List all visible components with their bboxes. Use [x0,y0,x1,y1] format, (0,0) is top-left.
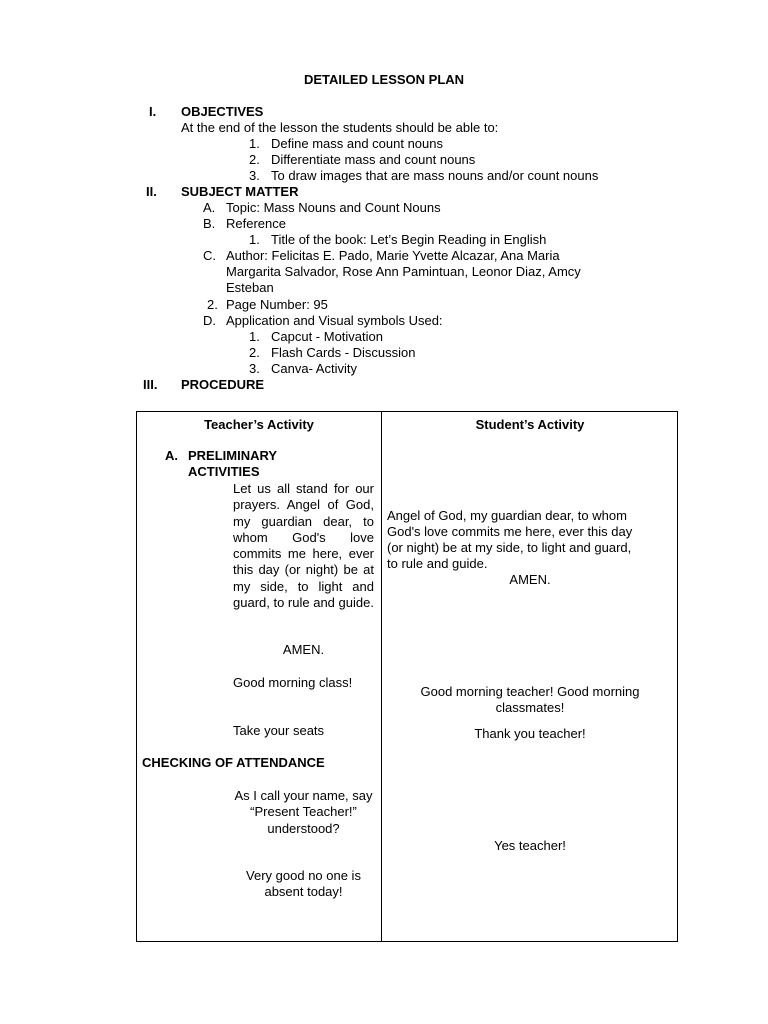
teacher-prayer: Let us all stand for our prayers. Angel of God, my guardian dear, to whom God's love commits me here, ever this day (or night) be at my side, to light and guard, to rule and guide. [233,481,374,611]
author-line: Author: Felicitas E. Pado, Marie Yvette Alcazar, Ana Maria [226,248,560,263]
student-prayer-line: God's love commits me here, ever this day [387,524,633,539]
objective-num: 1. [249,136,260,151]
subject-matter-numeral: II. [146,184,157,199]
objective-item: Define mass and count nouns [271,136,443,151]
book-title: Title of the book: Let’s Begin Reading in English [271,232,547,247]
application-text: Application and Visual symbols Used: [226,313,443,328]
subject-matter-heading: SUBJECT MATTER [181,184,299,199]
tool-item: Capcut - Motivation [271,329,383,344]
procedure-table [136,411,678,942]
page-number: Page Number: 95 [226,297,328,312]
checking-of-attendance-heading: CHECKING OF ATTENDANCE [142,755,325,770]
preliminary-heading: ACTIVITIES [188,464,260,479]
student-activity-header: Student’s Activity [475,417,585,432]
author-line: Esteban [226,280,274,295]
teacher-no-absent: Very good no one is absent today! [246,868,361,900]
objectives-numeral: I. [149,104,157,119]
objectives-intro: At the end of the lesson the students should be able to: [181,120,499,135]
objective-num: 2. [249,152,260,167]
book-num: 1. [249,232,260,247]
column-divider [381,412,382,941]
reference-letter: B. [203,216,216,231]
procedure-numeral: III. [143,377,158,392]
objective-num: 3. [249,168,260,183]
teacher-amen: AMEN. [282,642,325,657]
preliminary-heading: PRELIMINARY [188,448,278,463]
topic-letter: A. [203,200,216,215]
reference-text: Reference [226,216,286,231]
objectives-heading: OBJECTIVES [181,104,264,119]
student-thanks: Thank you teacher! [474,726,586,741]
teacher-greeting: Good morning class! [233,675,353,690]
teacher-attendance-instruction: As I call your name, say “Present Teacher!” understood? [234,788,373,836]
tool-item: Canva- Activity [271,361,357,376]
tool-num: 1. [249,329,260,344]
teacher-take-seats: Take your seats [233,723,325,738]
tool-item: Flash Cards - Discussion [271,345,416,360]
objective-item: To draw images that are mass nouns and/or count nouns [271,168,599,183]
tool-num: 3. [249,361,260,376]
student-yes-teacher: Yes teacher! [494,838,566,853]
teacher-activity-header: Teacher’s Activity [204,417,314,432]
student-greeting: Good morning teacher! Good morning classmates! [420,684,640,716]
student-amen: AMEN. [509,572,551,587]
procedure-heading: PROCEDURE [181,377,265,392]
preliminary-letter: A. [165,448,178,463]
document-title: DETAILED LESSON PLAN [303,72,465,87]
student-prayer-line: Angel of God, my guardian dear, to whom [387,508,627,523]
student-prayer-line: to rule and guide. [387,556,488,571]
tool-num: 2. [249,345,260,360]
objective-item: Differentiate mass and count nouns [271,152,476,167]
author-line: Margarita Salvador, Rose Ann Pamintuan, Leonor Diaz, Amcy [226,264,581,279]
author-letter: C. [203,248,216,263]
page-num: 2. [207,297,218,312]
application-letter: D. [203,313,216,328]
student-prayer-line: (or night) be at my side, to light and guard, [387,540,632,555]
topic-text: Topic: Mass Nouns and Count Nouns [226,200,441,215]
